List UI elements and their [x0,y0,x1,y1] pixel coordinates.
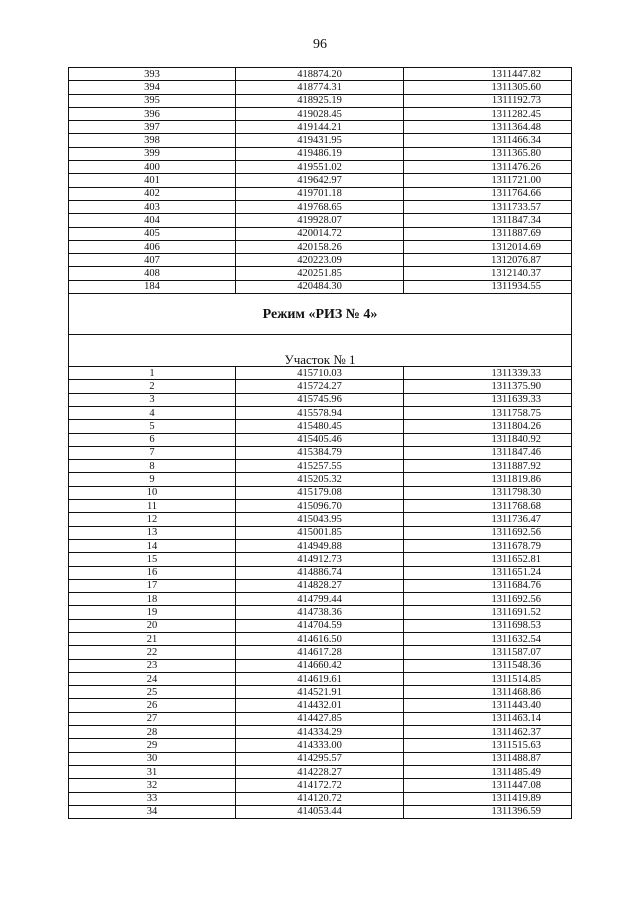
point-number-cell: 9 [69,473,236,486]
x-coordinate-cell: 415724.27 [236,380,404,393]
table-row [69,672,572,685]
coordinates-table [68,67,572,819]
table-row [69,699,572,712]
point-number-cell: 15 [69,553,236,566]
page-number: 96 [313,37,327,52]
point-number-cell: 399 [69,147,236,160]
point-number-cell: 18 [69,593,236,606]
table-row [69,161,572,174]
table-row [69,792,572,805]
y-coordinate-cell: 1311632.54 [404,632,572,645]
y-coordinate-cell: 1311447.08 [404,779,572,792]
point-number-cell: 393 [69,68,236,81]
point-number-cell: 34 [69,805,236,818]
point-number-cell: 395 [69,94,236,107]
table-row [69,486,572,499]
table-row [69,566,572,579]
coordinates-table-top-rows [69,68,572,294]
point-number-cell: 24 [69,672,236,685]
table-row [69,739,572,752]
x-coordinate-cell: 419551.02 [236,161,404,174]
y-coordinate-cell: 1311447.82 [404,68,572,81]
table-row [69,619,572,632]
point-number-cell: 26 [69,699,236,712]
x-coordinate-cell: 419928.07 [236,214,404,227]
table-row [69,254,572,267]
table-row [69,539,572,552]
y-coordinate-cell: 1311365.80 [404,147,572,160]
x-coordinate-cell: 414333.00 [236,739,404,752]
table-row [69,726,572,739]
y-coordinate-cell: 1311691.52 [404,606,572,619]
table-row [69,107,572,120]
y-coordinate-cell: 1311443.40 [404,699,572,712]
point-number-cell: 19 [69,606,236,619]
x-coordinate-cell: 419642.97 [236,174,404,187]
y-coordinate-cell: 1311733.57 [404,200,572,213]
x-coordinate-cell: 414295.57 [236,752,404,765]
y-coordinate-cell: 1311466.34 [404,134,572,147]
mode-heading: Режим «РИЗ № 4» [69,294,572,335]
x-coordinate-cell: 418925.19 [236,94,404,107]
x-coordinate-cell: 414660.42 [236,659,404,672]
x-coordinate-cell: 414704.59 [236,619,404,632]
y-coordinate-cell: 1311804.26 [404,420,572,433]
point-number-cell: 406 [69,240,236,253]
table-row [69,367,572,380]
point-number-cell: 12 [69,513,236,526]
y-coordinate-cell: 1311419.89 [404,792,572,805]
x-coordinate-cell: 414949.88 [236,539,404,552]
table-row [69,227,572,240]
y-coordinate-cell: 1311375.90 [404,380,572,393]
table-row [69,779,572,792]
table-row [69,593,572,606]
point-number-cell: 184 [69,280,236,293]
point-number-cell: 6 [69,433,236,446]
x-coordinate-cell: 414886.74 [236,566,404,579]
y-coordinate-cell: 1311721.00 [404,174,572,187]
x-coordinate-cell: 419144.21 [236,121,404,134]
y-coordinate-cell: 1311934.55 [404,280,572,293]
x-coordinate-cell: 414619.61 [236,672,404,685]
table-row [69,187,572,200]
x-coordinate-cell: 414053.44 [236,805,404,818]
point-number-cell: 402 [69,187,236,200]
y-coordinate-cell: 1311847.46 [404,446,572,459]
table-row [69,380,572,393]
x-coordinate-cell: 415405.46 [236,433,404,446]
y-coordinate-cell: 1311684.76 [404,579,572,592]
y-coordinate-cell: 1311887.69 [404,227,572,240]
point-number-cell: 398 [69,134,236,147]
table-row [69,121,572,134]
x-coordinate-cell: 415578.94 [236,406,404,419]
x-coordinate-cell: 415179.08 [236,486,404,499]
x-coordinate-cell: 414432.01 [236,699,404,712]
point-number-cell: 407 [69,254,236,267]
table-row [69,174,572,187]
y-coordinate-cell: 1311840.92 [404,433,572,446]
table-row [69,393,572,406]
point-number-cell: 3 [69,393,236,406]
y-coordinate-cell: 1312076.87 [404,254,572,267]
point-number-cell: 405 [69,227,236,240]
table-row [69,200,572,213]
table-row [69,267,572,280]
y-coordinate-cell: 1311764.66 [404,187,572,200]
section-heading-row [69,335,572,367]
table-row [69,659,572,672]
x-coordinate-cell: 415257.55 [236,460,404,473]
x-coordinate-cell: 418774.31 [236,81,404,94]
y-coordinate-cell: 1311847.34 [404,214,572,227]
x-coordinate-cell: 420014.72 [236,227,404,240]
y-coordinate-cell: 1311678.79 [404,539,572,552]
y-coordinate-cell: 1311476.26 [404,161,572,174]
table-row [69,240,572,253]
mode-heading-row [69,294,572,335]
y-coordinate-cell: 1311485.49 [404,765,572,778]
table-row [69,805,572,818]
point-number-cell: 33 [69,792,236,805]
y-coordinate-cell: 1311698.53 [404,619,572,632]
y-coordinate-cell: 1311798.30 [404,486,572,499]
point-number-cell: 1 [69,367,236,380]
table-row [69,712,572,725]
point-number-cell: 11 [69,500,236,513]
x-coordinate-cell: 415480.45 [236,420,404,433]
x-coordinate-cell: 414427.85 [236,712,404,725]
y-coordinate-cell: 1311514.85 [404,672,572,685]
table-row [69,214,572,227]
table-row [69,752,572,765]
point-number-cell: 13 [69,526,236,539]
y-coordinate-cell: 1311736.47 [404,513,572,526]
table-row [69,632,572,645]
table-row [69,646,572,659]
table-row [69,460,572,473]
x-coordinate-cell: 415745.96 [236,393,404,406]
table-row [69,134,572,147]
table-row [69,420,572,433]
y-coordinate-cell: 1311758.75 [404,406,572,419]
point-number-cell: 14 [69,539,236,552]
x-coordinate-cell: 414228.27 [236,765,404,778]
point-number-cell: 10 [69,486,236,499]
table-row [69,81,572,94]
table-row [69,94,572,107]
y-coordinate-cell: 1311819.86 [404,473,572,486]
table-row [69,473,572,486]
coordinates-table-bottom-rows [69,367,572,819]
y-coordinate-cell: 1312014.69 [404,240,572,253]
point-number-cell: 403 [69,200,236,213]
x-coordinate-cell: 414521.91 [236,686,404,699]
x-coordinate-cell: 419768.65 [236,200,404,213]
point-number-cell: 31 [69,765,236,778]
table-row [69,500,572,513]
y-coordinate-cell: 1311468.86 [404,686,572,699]
x-coordinate-cell: 420251.85 [236,267,404,280]
point-number-cell: 5 [69,420,236,433]
point-number-cell: 30 [69,752,236,765]
y-coordinate-cell: 1311651.24 [404,566,572,579]
point-number-cell: 408 [69,267,236,280]
table-row [69,406,572,419]
point-number-cell: 400 [69,161,236,174]
point-number-cell: 27 [69,712,236,725]
x-coordinate-cell: 419431.95 [236,134,404,147]
x-coordinate-cell: 414617.28 [236,646,404,659]
y-coordinate-cell: 1311692.56 [404,593,572,606]
y-coordinate-cell: 1311639.33 [404,393,572,406]
x-coordinate-cell: 415384.79 [236,446,404,459]
y-coordinate-cell: 1311488.87 [404,752,572,765]
x-coordinate-cell: 415710.03 [236,367,404,380]
point-number-cell: 401 [69,174,236,187]
table-row [69,526,572,539]
table-row [69,513,572,526]
table-row [69,579,572,592]
x-coordinate-cell: 415096.70 [236,500,404,513]
x-coordinate-cell: 420158.26 [236,240,404,253]
table-row [69,68,572,81]
table-row [69,606,572,619]
y-coordinate-cell: 1311652.81 [404,553,572,566]
x-coordinate-cell: 419701.18 [236,187,404,200]
x-coordinate-cell: 420484.30 [236,280,404,293]
x-coordinate-cell: 414738.36 [236,606,404,619]
y-coordinate-cell: 1311887.92 [404,460,572,473]
point-number-cell: 394 [69,81,236,94]
y-coordinate-cell: 1311768.68 [404,500,572,513]
y-coordinate-cell: 1311364.48 [404,121,572,134]
x-coordinate-cell: 419028.45 [236,107,404,120]
y-coordinate-cell: 1311305.60 [404,81,572,94]
point-number-cell: 17 [69,579,236,592]
x-coordinate-cell: 414828.27 [236,579,404,592]
y-coordinate-cell: 1311339.33 [404,367,572,380]
y-coordinate-cell: 1311515.63 [404,739,572,752]
x-coordinate-cell: 419486.19 [236,147,404,160]
point-number-cell: 25 [69,686,236,699]
y-coordinate-cell: 1311396.59 [404,805,572,818]
x-coordinate-cell: 414912.73 [236,553,404,566]
x-coordinate-cell: 414172.72 [236,779,404,792]
y-coordinate-cell: 1311463.14 [404,712,572,725]
point-number-cell: 16 [69,566,236,579]
x-coordinate-cell: 415001.85 [236,526,404,539]
x-coordinate-cell: 414616.50 [236,632,404,645]
table-row [69,446,572,459]
point-number-cell: 4 [69,406,236,419]
point-number-cell: 32 [69,779,236,792]
table-row [69,765,572,778]
x-coordinate-cell: 418874.20 [236,68,404,81]
point-number-cell: 396 [69,107,236,120]
point-number-cell: 397 [69,121,236,134]
y-coordinate-cell: 1312140.37 [404,267,572,280]
point-number-cell: 29 [69,739,236,752]
y-coordinate-cell: 1311692.56 [404,526,572,539]
point-number-cell: 20 [69,619,236,632]
x-coordinate-cell: 415043.95 [236,513,404,526]
point-number-cell: 23 [69,659,236,672]
y-coordinate-cell: 1311462.37 [404,726,572,739]
table-row [69,280,572,293]
x-coordinate-cell: 414334.29 [236,726,404,739]
point-number-cell: 21 [69,632,236,645]
table-row [69,686,572,699]
x-coordinate-cell: 414120.72 [236,792,404,805]
y-coordinate-cell: 1311282.45 [404,107,572,120]
section-heading: Участок № 1 [69,335,572,367]
x-coordinate-cell: 415205.32 [236,473,404,486]
point-number-cell: 7 [69,446,236,459]
x-coordinate-cell: 414799.44 [236,593,404,606]
point-number-cell: 2 [69,380,236,393]
x-coordinate-cell: 420223.09 [236,254,404,267]
point-number-cell: 22 [69,646,236,659]
point-number-cell: 28 [69,726,236,739]
y-coordinate-cell: 1311192.73 [404,94,572,107]
y-coordinate-cell: 1311587.07 [404,646,572,659]
table-row [69,147,572,160]
point-number-cell: 404 [69,214,236,227]
table-row [69,433,572,446]
table-row [69,553,572,566]
y-coordinate-cell: 1311548.36 [404,659,572,672]
point-number-cell: 8 [69,460,236,473]
